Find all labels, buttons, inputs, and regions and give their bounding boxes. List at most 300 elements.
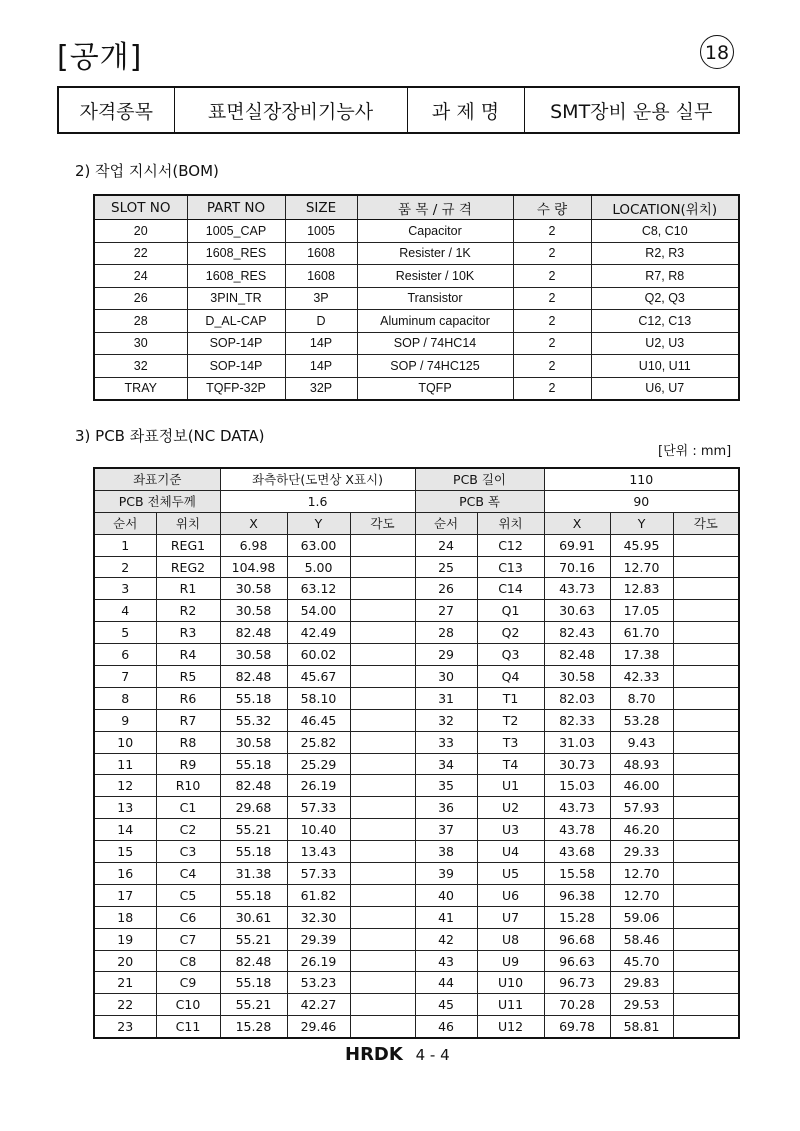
bom-row [94,220,739,243]
bom-row [94,287,739,310]
nc-cell: 30.58 [220,578,287,600]
nc-cell [350,600,415,622]
bom-cell: C12, C13 [591,310,739,333]
bom-cell: U2, U3 [591,332,739,355]
footer-page: 4 - 4 [415,1046,450,1064]
nc-cell: 55.18 [220,884,287,906]
nc-cell: 32 [415,709,477,731]
nc-row [94,775,739,797]
nc-cell: 58.10 [287,687,350,709]
nc-cell: C8 [156,950,220,972]
nc-row [94,666,739,688]
nc-cell [350,863,415,885]
nc-column-header: X [220,512,287,534]
nc-cell: U6 [477,884,544,906]
nc-cell: 53.23 [287,972,350,994]
bom-cell: Capacitor [357,220,513,243]
exam-field-label: 자격종목 [58,87,174,133]
nc-cell: 43.73 [544,797,610,819]
nc-cell: 34 [415,753,477,775]
nc-cell: 29.39 [287,928,350,950]
nc-cell: 96.63 [544,950,610,972]
bom-cell: TQFP [357,377,513,400]
bom-cell: TQFP-32P [187,377,285,400]
nc-cell: 61.82 [287,884,350,906]
nc-cell: 69.91 [544,534,610,556]
nc-cell: 55.32 [220,709,287,731]
nc-cell: C14 [477,578,544,600]
nc-cell: 104.98 [220,556,287,578]
nc-cell: 45.95 [610,534,673,556]
nc-cell: 55.18 [220,687,287,709]
bom-cell: D_AL-CAP [187,310,285,333]
task-name-label: 과 제 명 [407,87,524,133]
nc-cell: U11 [477,994,544,1016]
nc-cell: T1 [477,687,544,709]
bom-cell: D [285,310,357,333]
nc-cell: 21 [94,972,156,994]
nc-cell: 46 [415,1016,477,1038]
bom-cell: 26 [94,287,187,310]
nc-cell: U4 [477,841,544,863]
bom-cell: 2 [513,310,591,333]
bom-cell: SOP / 74HC125 [357,355,513,378]
nc-cell [350,622,415,644]
nc-row [94,753,739,775]
nc-cell: R3 [156,622,220,644]
hrdk-logo: HRDK [345,1044,403,1065]
nc-cell [673,950,739,972]
nc-cell [673,578,739,600]
bom-cell: 22 [94,242,187,265]
nc-cell: Q4 [477,666,544,688]
nc-cell: 30.58 [220,644,287,666]
nc-row [94,819,739,841]
nc-cell: 24 [415,534,477,556]
task-name-value: SMT장비 운용 실무 [524,87,739,133]
nc-cell: 15.28 [220,1016,287,1038]
nc-cell: U12 [477,1016,544,1038]
nc-cell: 5 [94,622,156,644]
origin-label: 좌표기준 [94,468,220,490]
nc-cell: REG1 [156,534,220,556]
nc-cell: R6 [156,687,220,709]
nc-row [94,687,739,709]
nc-cell [350,666,415,688]
nc-cell [673,1016,739,1038]
nc-cell: 58.81 [610,1016,673,1038]
nc-cell: 82.48 [220,622,287,644]
nc-row [94,994,739,1016]
nc-cell: R5 [156,666,220,688]
nc-column-header: 위치 [477,512,544,534]
nc-cell: 18 [94,906,156,928]
nc-cell: 36 [415,797,477,819]
bom-cell: 1608_RES [187,265,285,288]
nc-cell: U10 [477,972,544,994]
nc-cell: 15 [94,841,156,863]
pcb-length-value: 110 [544,468,739,490]
nc-cell: 57.33 [287,797,350,819]
nc-cell: 57.93 [610,797,673,819]
nc-cell: 35 [415,775,477,797]
nc-row [94,928,739,950]
nc-cell: 13.43 [287,841,350,863]
bom-cell: 1608 [285,265,357,288]
nc-cell [350,906,415,928]
bom-header-cell: SIZE [285,195,357,220]
nc-cell: U2 [477,797,544,819]
nc-column-header: 순서 [415,512,477,534]
nc-cell: Q1 [477,600,544,622]
nc-cell [350,950,415,972]
nc-cell: 10 [94,731,156,753]
nc-cell: 26.19 [287,950,350,972]
nc-cell [673,622,739,644]
nc-cell: R8 [156,731,220,753]
nc-cell: 82.48 [544,644,610,666]
nc-cell [673,819,739,841]
nc-cell [673,731,739,753]
nc-cell: U1 [477,775,544,797]
bom-cell: SOP-14P [187,355,285,378]
bom-cell: SOP / 74HC14 [357,332,513,355]
nc-cell: 22 [94,994,156,1016]
bom-cell: 2 [513,265,591,288]
nc-column-header: X [544,512,610,534]
bom-header-cell: SLOT NO [94,195,187,220]
nc-cell: 42.27 [287,994,350,1016]
nc-cell [350,1016,415,1038]
bom-section-title: 2) 작업 지시서(BOM) [75,162,219,180]
bom-row [94,332,739,355]
nc-cell [673,841,739,863]
bom-cell: Q2, Q3 [591,287,739,310]
nc-cell: 42.33 [610,666,673,688]
nc-cell: 12.70 [610,556,673,578]
nc-cell: 26.19 [287,775,350,797]
bom-cell: 1608_RES [187,242,285,265]
nc-cell: 7 [94,666,156,688]
nc-cell [350,928,415,950]
nc-cell: T4 [477,753,544,775]
nc-cell: 43 [415,950,477,972]
nc-row [94,972,739,994]
nc-cell: 45 [415,994,477,1016]
nc-cell: R2 [156,600,220,622]
bom-row [94,355,739,378]
bom-cell: Transistor [357,287,513,310]
nc-cell [350,556,415,578]
nc-cell: 42 [415,928,477,950]
nc-cell: 15.58 [544,863,610,885]
bom-table [93,194,740,401]
nc-cell: 1 [94,534,156,556]
nc-cell: 30 [415,666,477,688]
nc-column-header: 위치 [156,512,220,534]
nc-cell: 12.83 [610,578,673,600]
nc-cell: 3 [94,578,156,600]
nc-cell: 82.33 [544,709,610,731]
nc-cell: 30.61 [220,906,287,928]
bom-cell: 28 [94,310,187,333]
nc-cell: 23 [94,1016,156,1038]
nc-cell: 12 [94,775,156,797]
bom-cell: 14P [285,332,357,355]
nc-cell: 25 [415,556,477,578]
nc-cell: C5 [156,884,220,906]
nc-cell [673,556,739,578]
pcb-length-label: PCB 길이 [415,468,544,490]
bom-cell: 2 [513,220,591,243]
nc-cell: 30.63 [544,600,610,622]
nc-cell: C3 [156,841,220,863]
nc-cell: 41 [415,906,477,928]
nc-cell: 4 [94,600,156,622]
nc-row [94,950,739,972]
nc-cell: U3 [477,819,544,841]
nc-cell: 61.70 [610,622,673,644]
bom-cell: Aluminum capacitor [357,310,513,333]
nc-cell: 59.06 [610,906,673,928]
nc-cell: 55.21 [220,819,287,841]
nc-cell: C11 [156,1016,220,1038]
pcb-width-label: PCB 폭 [415,490,544,512]
bom-cell: Resister / 10K [357,265,513,288]
bom-cell: Resister / 1K [357,242,513,265]
nc-cell: R9 [156,753,220,775]
nc-row [94,556,739,578]
nc-cell [350,534,415,556]
nc-cell: 70.16 [544,556,610,578]
nc-cell: C6 [156,906,220,928]
bom-row [94,377,739,400]
nc-cell: 42.49 [287,622,350,644]
nc-cell: 96.73 [544,972,610,994]
bom-cell: U6, U7 [591,377,739,400]
bom-cell: 2 [513,332,591,355]
bom-cell: 24 [94,265,187,288]
nc-row [94,534,739,556]
nc-cell: 29.53 [610,994,673,1016]
bom-cell: R7, R8 [591,265,739,288]
nc-row [94,863,739,885]
nc-column-header-row [94,512,739,534]
nc-cell [673,534,739,556]
bom-header-cell: LOCATION(위치) [591,195,739,220]
nc-cell: 63.12 [287,578,350,600]
page-number-badge: 18 [700,35,734,69]
nc-cell [673,600,739,622]
nc-cell: 39 [415,863,477,885]
pcb-thickness-label: PCB 전체두께 [94,490,220,512]
nc-cell: 82.43 [544,622,610,644]
nc-cell: 25.82 [287,731,350,753]
nc-cell: 63.00 [287,534,350,556]
nc-cell [350,972,415,994]
nc-cell: 33 [415,731,477,753]
nc-row [94,644,739,666]
nc-cell: 27 [415,600,477,622]
nc-column-header: Y [287,512,350,534]
bom-cell: 20 [94,220,187,243]
bom-cell: 1608 [285,242,357,265]
nc-cell: 31 [415,687,477,709]
nc-cell: 16 [94,863,156,885]
nc-cell: 10.40 [287,819,350,841]
bom-cell: R2, R3 [591,242,739,265]
bom-header-row [94,195,739,220]
bom-cell: 2 [513,242,591,265]
nc-cell [350,775,415,797]
nc-row [94,622,739,644]
nc-cell: 60.02 [287,644,350,666]
nc-cell: C4 [156,863,220,885]
pcb-thickness-value: 1.6 [220,490,415,512]
nc-cell: 25.29 [287,753,350,775]
nc-cell [673,709,739,731]
nc-cell: 6.98 [220,534,287,556]
nc-cell: 43.68 [544,841,610,863]
nc-cell [673,753,739,775]
nc-row [94,731,739,753]
nc-cell [673,687,739,709]
nc-cell [673,928,739,950]
nc-column-header: 순서 [94,512,156,534]
nc-cell: 82.48 [220,666,287,688]
nc-cell: 29.46 [287,1016,350,1038]
bom-header-cell: 수 량 [513,195,591,220]
nc-cell: 43.73 [544,578,610,600]
nc-cell [673,884,739,906]
nc-cell: 45.67 [287,666,350,688]
nc-cell: 54.00 [287,600,350,622]
nc-cell: 55.18 [220,841,287,863]
nc-cell [673,994,739,1016]
nc-cell: 29.68 [220,797,287,819]
nc-cell: 46.45 [287,709,350,731]
nc-cell: 12.70 [610,863,673,885]
nc-cell: 53.28 [610,709,673,731]
nc-cell: C12 [477,534,544,556]
nc-cell: 12.70 [610,884,673,906]
nc-cell: 29.33 [610,841,673,863]
bom-cell: 2 [513,287,591,310]
nc-cell: 70.28 [544,994,610,1016]
nc-cell: R1 [156,578,220,600]
nc-cell [673,906,739,928]
nc-cell [350,644,415,666]
nc-cell: 82.48 [220,950,287,972]
bom-cell: C8, C10 [591,220,739,243]
nc-cell [673,644,739,666]
nc-cell: U9 [477,950,544,972]
nc-cell: 29 [415,644,477,666]
nc-cell: 6 [94,644,156,666]
bom-cell: U10, U11 [591,355,739,378]
bom-cell: 3P [285,287,357,310]
nc-column-header: 각도 [350,512,415,534]
nc-cell [350,687,415,709]
bom-row [94,310,739,333]
nc-cell: 46.00 [610,775,673,797]
nc-row [94,884,739,906]
nc-cell [350,731,415,753]
nc-cell: C2 [156,819,220,841]
bom-cell: 1005_CAP [187,220,285,243]
nc-cell: 96.68 [544,928,610,950]
nc-cell [350,753,415,775]
nc-data-table [93,467,740,1039]
nc-cell [350,709,415,731]
nc-cell: U7 [477,906,544,928]
nc-cell [350,819,415,841]
nc-cell: 13 [94,797,156,819]
nc-cell: 30.58 [544,666,610,688]
nc-cell: 31.38 [220,863,287,885]
bom-cell: 2 [513,355,591,378]
nc-cell: 17.05 [610,600,673,622]
nc-row [94,709,739,731]
bom-cell: 32P [285,377,357,400]
bom-cell: 3PIN_TR [187,287,285,310]
nc-cell [350,797,415,819]
nc-cell: 30.73 [544,753,610,775]
nc-column-header: Y [610,512,673,534]
nc-row [94,1016,739,1038]
nc-cell: 82.03 [544,687,610,709]
bom-row [94,265,739,288]
nc-cell: 15.03 [544,775,610,797]
nc-row [94,600,739,622]
nc-cell: 17 [94,884,156,906]
nc-cell [673,666,739,688]
nc-cell [673,797,739,819]
nc-cell: 55.18 [220,753,287,775]
nc-cell [350,578,415,600]
nc-row [94,578,739,600]
bom-cell: 30 [94,332,187,355]
nc-data-section-title: 3) PCB 좌표정보(NC DATA) [75,427,265,445]
nc-cell: R7 [156,709,220,731]
footer [345,1044,450,1065]
nc-cell: T3 [477,731,544,753]
nc-cell: 37 [415,819,477,841]
nc-cell: 45.70 [610,950,673,972]
nc-cell [673,972,739,994]
nc-cell: 48.93 [610,753,673,775]
nc-cell: 82.48 [220,775,287,797]
document-classification-label: [공개] [57,40,143,75]
nc-cell: 2 [94,556,156,578]
nc-cell: 31.03 [544,731,610,753]
nc-cell: REG2 [156,556,220,578]
nc-cell: U5 [477,863,544,885]
nc-cell [350,884,415,906]
bom-header-cell: PART NO [187,195,285,220]
exam-title-table [57,86,740,134]
origin-value: 좌측하단(도면상 X표시) [220,468,415,490]
nc-cell: 46.20 [610,819,673,841]
nc-cell: 26 [415,578,477,600]
nc-cell [673,863,739,885]
nc-cell: 9.43 [610,731,673,753]
nc-cell: R4 [156,644,220,666]
nc-cell: 14 [94,819,156,841]
nc-row [94,906,739,928]
nc-cell: 15.28 [544,906,610,928]
pcb-width-value: 90 [544,490,739,512]
